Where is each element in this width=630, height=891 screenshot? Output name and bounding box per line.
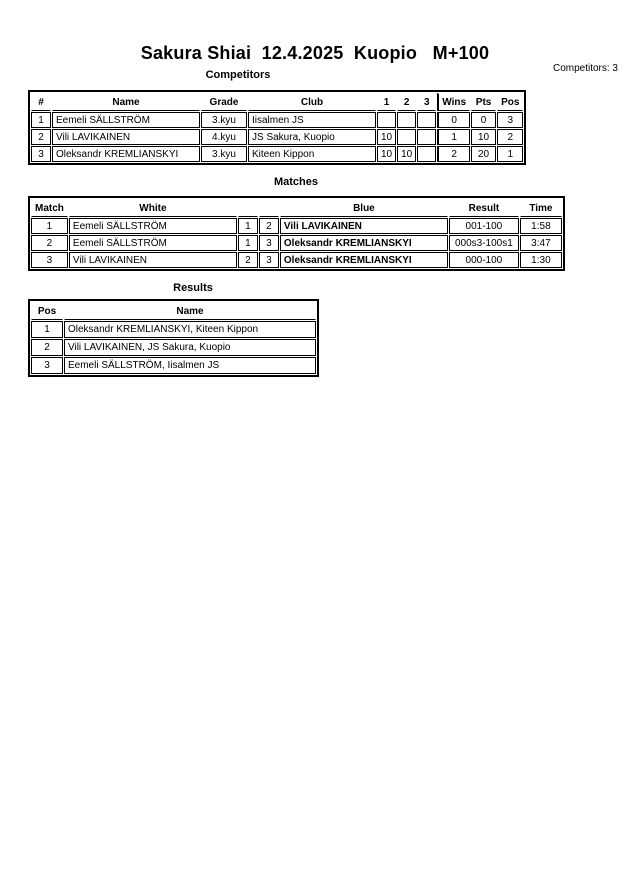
- competitors-header-row: [31, 93, 523, 111]
- cell-blue-competitor-num: 2: [259, 218, 279, 234]
- results-header-row: [31, 302, 316, 320]
- col-result: Result: [449, 199, 519, 217]
- cell-round-3: [417, 146, 436, 162]
- cell-time: 3:47: [520, 235, 562, 251]
- cell-round-3: [417, 112, 436, 128]
- col-club: Club: [248, 93, 376, 111]
- cell-name: Eemeli SÄLLSTRÖM, Iisalmen JS: [64, 357, 316, 374]
- cell-number: 1: [31, 112, 51, 128]
- cell-result: 000s3-100s1: [449, 235, 519, 251]
- cell-pos: 1: [31, 321, 63, 338]
- cell-white-name: Vili LAVIKAINEN: [69, 252, 237, 268]
- cell-white-competitor-num: 2: [238, 252, 258, 268]
- cell-match-number: 1: [31, 218, 68, 234]
- cell-pos: 2: [497, 129, 523, 145]
- cell-number: 3: [31, 146, 51, 162]
- cell-pts: 10: [471, 129, 496, 145]
- cell-name: Oleksandr KREMLIANSKYI, Kiteen Kippon: [64, 321, 316, 338]
- col-blue-num: [259, 199, 279, 217]
- match-row: [31, 235, 562, 251]
- matches-heading: Matches: [273, 176, 319, 188]
- match-row: [31, 218, 562, 234]
- cell-name: Vili LAVIKAINEN, JS Sakura, Kuopio: [64, 339, 316, 356]
- cell-white-name: Eemeli SÄLLSTRÖM: [69, 218, 237, 234]
- cell-club: Kiteen Kippon: [248, 146, 376, 162]
- col-pts: Pts: [471, 93, 496, 111]
- competitors-table: [28, 90, 526, 165]
- cell-blue-name: Oleksandr KREMLIANSKYI: [280, 252, 448, 268]
- col-number: #: [31, 93, 51, 111]
- competitor-row: [31, 146, 523, 162]
- cell-round-1: 10: [377, 146, 396, 162]
- cell-name: Eemeli SÄLLSTRÖM: [52, 112, 200, 128]
- cell-result: 001-100: [449, 218, 519, 234]
- result-row: [31, 357, 316, 374]
- cell-number: 2: [31, 129, 51, 145]
- page-title: Sakura Shiai 12.4.2025 Kuopio M+100: [140, 43, 490, 63]
- competitor-row: [31, 112, 523, 128]
- cell-white-competitor-num: 1: [238, 218, 258, 234]
- col-grade: Grade: [201, 93, 247, 111]
- col-wins: Wins: [437, 93, 470, 111]
- results-table: [28, 299, 319, 377]
- col-match: Match: [31, 199, 68, 217]
- cell-wins: 0: [437, 112, 470, 128]
- cell-round-1: 10: [377, 129, 396, 145]
- matches-table: [28, 196, 565, 271]
- col-pos: Pos: [31, 302, 63, 320]
- col-round-1: 1: [377, 93, 396, 111]
- cell-blue-competitor-num: 3: [259, 252, 279, 268]
- cell-blue-competitor-num: 3: [259, 235, 279, 251]
- col-round-3: 3: [417, 93, 436, 111]
- cell-round-2: [397, 112, 416, 128]
- result-row: [31, 339, 316, 356]
- cell-round-2: [397, 129, 416, 145]
- cell-pts: 20: [471, 146, 496, 162]
- competitor-row: [31, 129, 523, 145]
- cell-name: Oleksandr KREMLIANSKYI: [52, 146, 200, 162]
- cell-grade: 3.kyu: [201, 146, 247, 162]
- col-name: Name: [64, 302, 316, 320]
- cell-name: Vili LAVIKAINEN: [52, 129, 200, 145]
- cell-pos: 3: [497, 112, 523, 128]
- cell-white-competitor-num: 1: [238, 235, 258, 251]
- cell-blue-name: Oleksandr KREMLIANSKYI: [280, 235, 448, 251]
- cell-grade: 4.kyu: [201, 129, 247, 145]
- cell-match-number: 2: [31, 235, 68, 251]
- cell-grade: 3.kyu: [201, 112, 247, 128]
- cell-match-number: 3: [31, 252, 68, 268]
- cell-wins: 1: [437, 129, 470, 145]
- col-pos: Pos: [497, 93, 523, 111]
- cell-club: JS Sakura, Kuopio: [248, 129, 376, 145]
- cell-time: 1:58: [520, 218, 562, 234]
- cell-round-2: 10: [397, 146, 416, 162]
- results-heading: Results: [173, 282, 213, 294]
- col-time: Time: [520, 199, 562, 217]
- cell-round-1: [377, 112, 396, 128]
- col-name: Name: [52, 93, 200, 111]
- result-row: [31, 321, 316, 338]
- competitors-heading: Competitors: [205, 69, 271, 81]
- cell-round-3: [417, 129, 436, 145]
- cell-white-name: Eemeli SÄLLSTRÖM: [69, 235, 237, 251]
- col-white-num: [238, 199, 258, 217]
- cell-pos: 2: [31, 339, 63, 356]
- cell-pos: 3: [31, 357, 63, 374]
- cell-time: 1:30: [520, 252, 562, 268]
- cell-wins: 2: [437, 146, 470, 162]
- cell-blue-name: Vili LAVIKAINEN: [280, 218, 448, 234]
- cell-club: Iisalmen JS: [248, 112, 376, 128]
- col-round-2: 2: [397, 93, 416, 111]
- cell-result: 000-100: [449, 252, 519, 268]
- col-white: White: [69, 199, 237, 217]
- matches-header-row: [31, 199, 562, 217]
- cell-pos: 1: [497, 146, 523, 162]
- competitors-count: Competitors: 3: [552, 63, 618, 74]
- cell-pts: 0: [471, 112, 496, 128]
- match-row: [31, 252, 562, 268]
- col-blue: Blue: [280, 199, 448, 217]
